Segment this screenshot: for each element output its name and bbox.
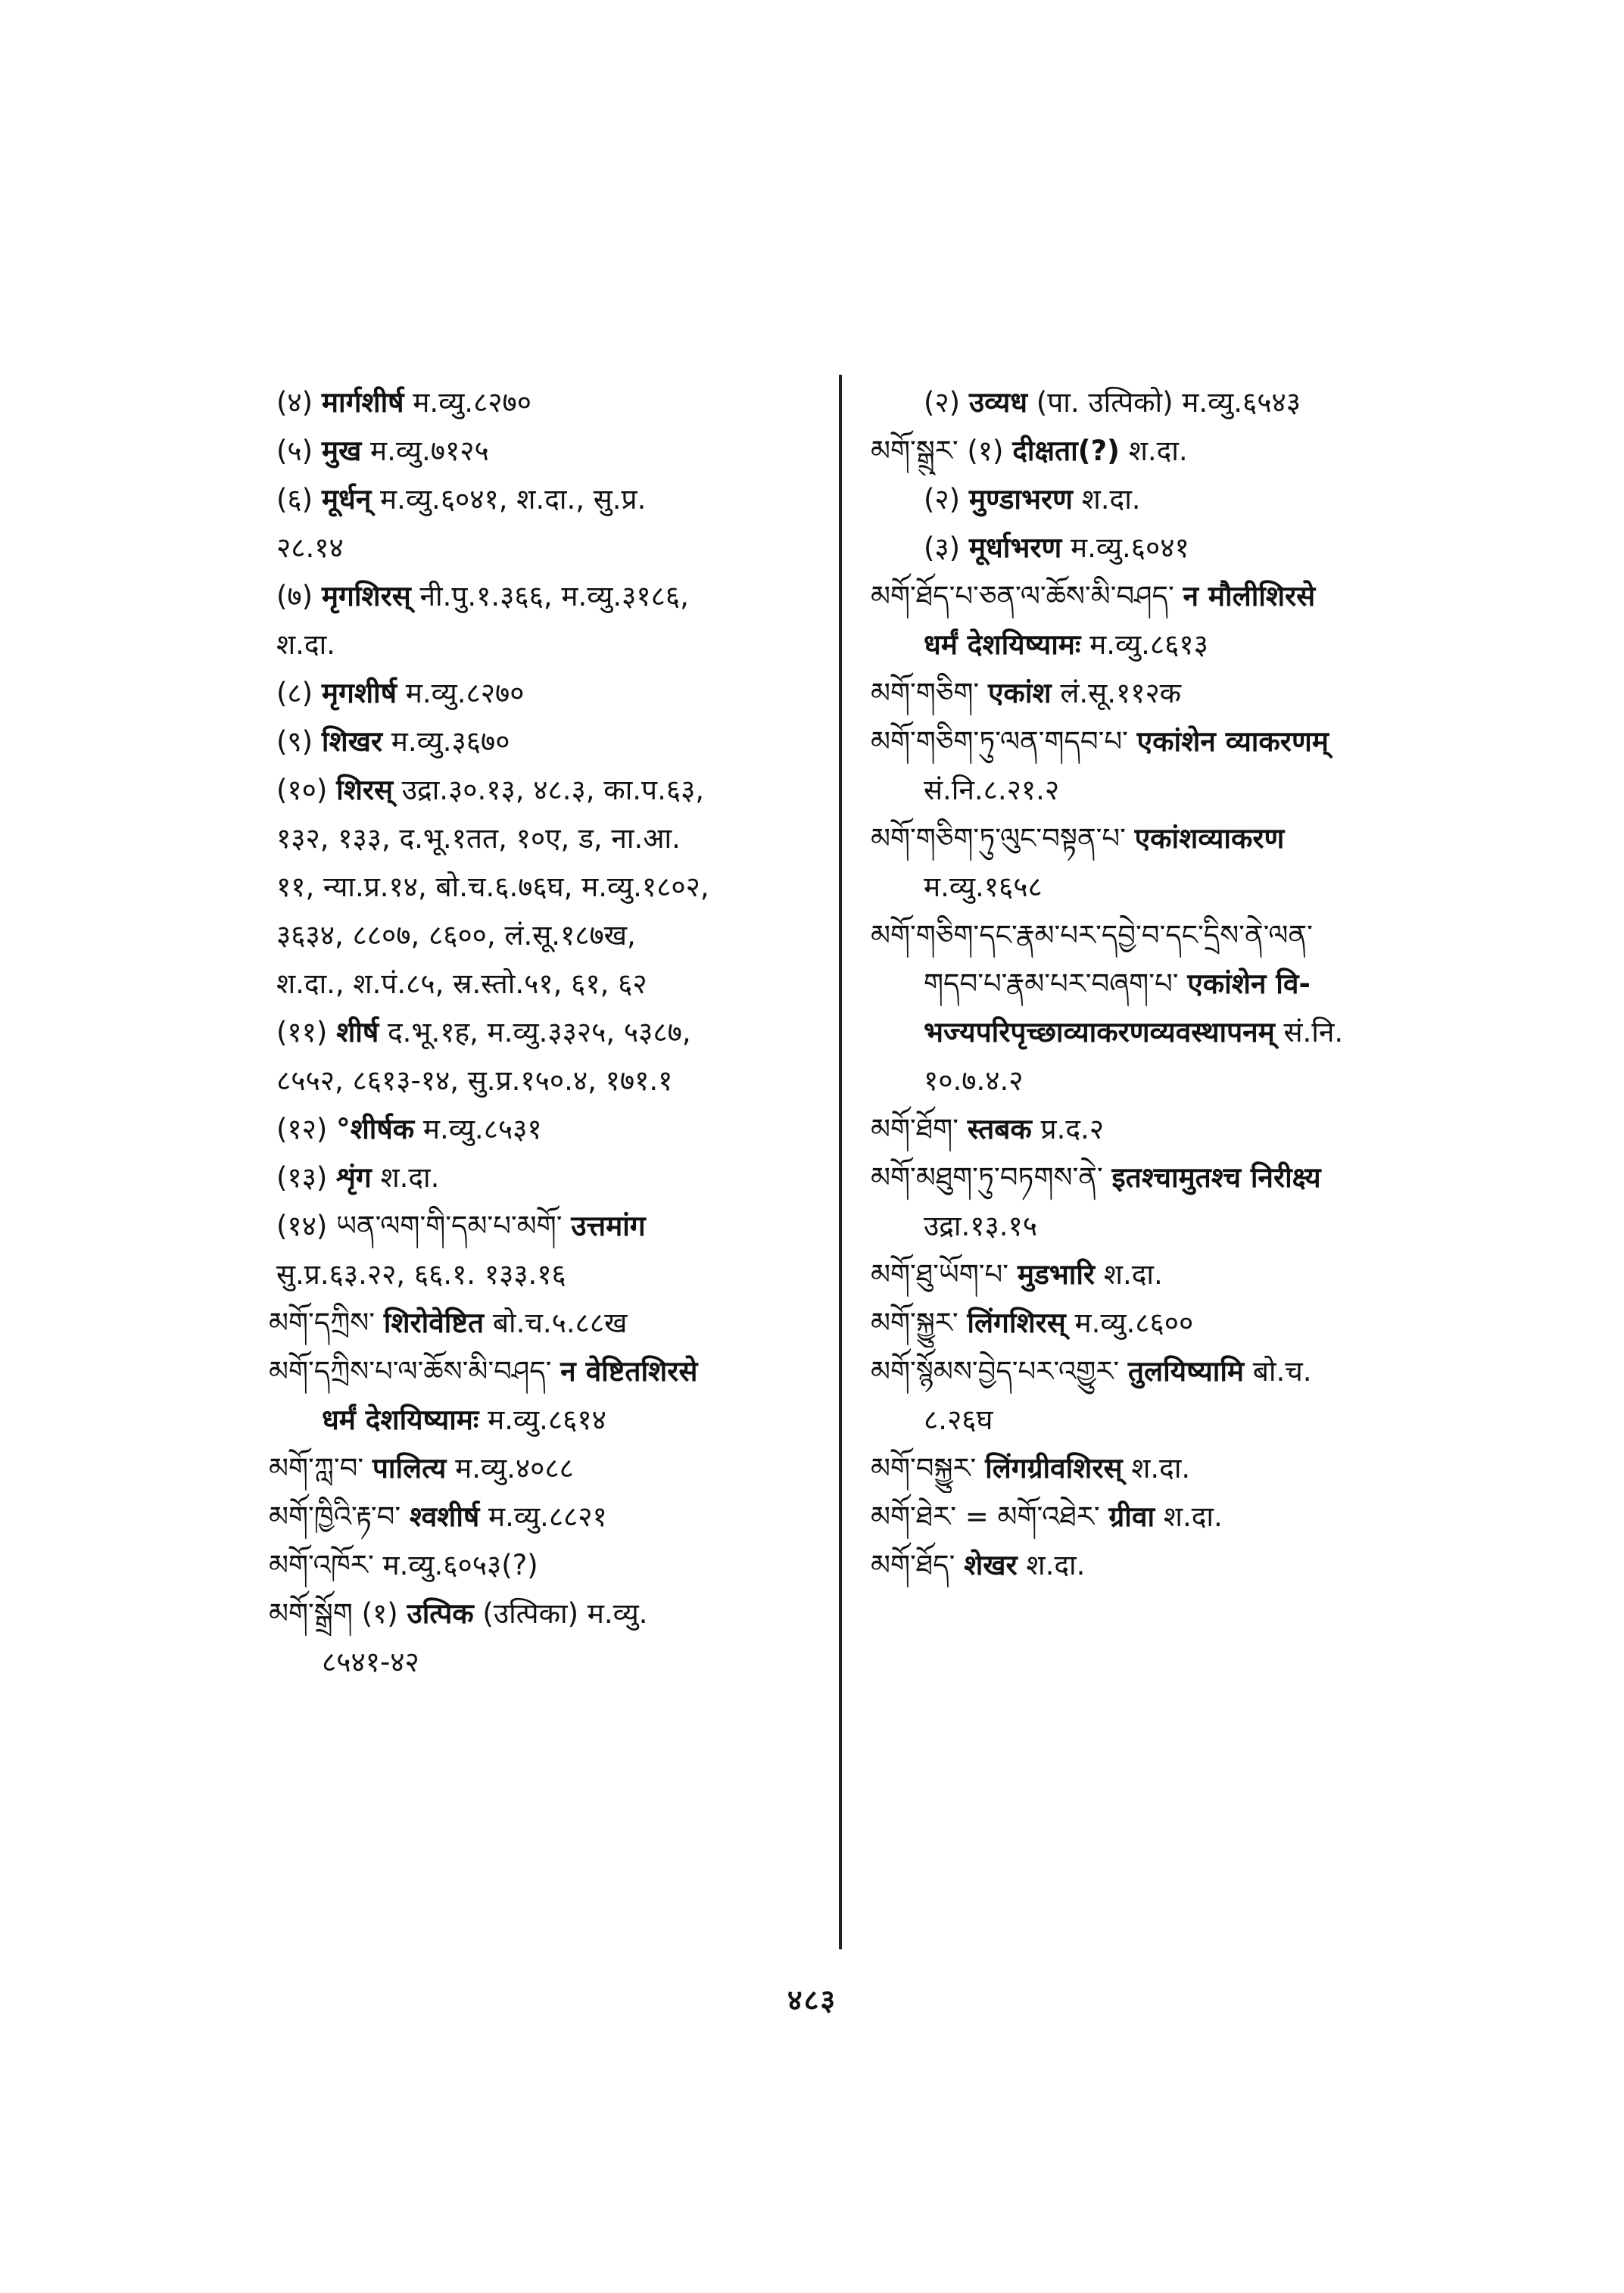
entry-text: (२) [924,483,969,516]
entry-text: མགོ་ཀླ་བ་ [269,1452,372,1485]
headword: मुडभारि [1017,1258,1096,1291]
entry-line [269,427,814,475]
entry-text: མགོ་ཐོད་ [871,1549,965,1581]
headword: स्तबक [967,1113,1032,1145]
entry-text: (१०) [276,774,337,806]
entry-text: (१४) ཡན་ལག་གི་དམ་པ་མགོ་ [276,1210,572,1242]
entry-text: सं.नि. [1274,1016,1344,1048]
entry-text: म.व्यु.१६५८ [924,871,1043,903]
entry-text: २८.१४ [276,531,344,564]
entry-line [871,475,1461,524]
entry-text: सं.नि.८.२१.२ [924,774,1060,806]
entry-text: म.व्यु.७१२५ [361,435,489,467]
entry-text: མགོ་ཐེར་ = མགོ་འཐེར་ [871,1500,1109,1533]
entry-text: མགོ་ཐུ་ཡོག་པ་ [871,1258,1018,1291]
entry-line [871,815,1461,863]
entry-text: (११) [276,1016,337,1048]
entry-text: म.व्यु.८५३१ [414,1113,542,1145]
entry-line [871,1057,1461,1105]
entry-line [871,1347,1461,1396]
entry-text: श.दा. [1122,1452,1191,1485]
headword: शिरस् [336,774,394,806]
entry-line [269,475,814,524]
entry-text: प्र.द.२ [1031,1113,1104,1145]
entry-text: (५) [276,435,322,467]
entry-text: १३२, १३३, द.भू.१तत, १०ए, ड, ना.आ. [276,822,681,855]
entry-line [871,572,1461,621]
entry-text: सु.प्र.६३.२२, ६६.१. १३३.१६ [276,1258,566,1291]
headword: मृगशिरस् [321,580,411,612]
entry-line [269,1347,814,1396]
left-column [269,379,814,1687]
entry-line [871,1202,1461,1251]
entry-text: म.व्यु.८२७० [396,677,525,709]
entry-line [269,1251,814,1299]
headword: शिखर [321,725,383,758]
headword: उत्पिक [407,1597,474,1630]
headword: तुलयिष्यामि [1127,1355,1245,1388]
entry-line [269,1105,814,1154]
entry-line [871,766,1461,815]
column-divider [839,375,842,1949]
entry-text: མགོ་གཅིག་ [871,677,988,709]
entry-text: बो.च.५.८८ख [484,1307,628,1339]
headword: दीक्षता(?) [1012,435,1120,467]
headword: मुण्डाभरण [968,483,1073,516]
entry-text: ८५५२, ८६१३-१४, सु.प्र.१५०.४, १७१.१ [276,1064,673,1097]
entry-line [269,815,814,863]
entry-text: (२) [924,386,969,419]
entry-text: མགོ་དཀྲིས་ [269,1307,384,1339]
entry-text: (८) [276,677,322,709]
entry-text: श.दा. [276,628,335,661]
entry-text: उद्रा.३०.१३, ४८.३, का.प.६३, [393,774,705,806]
entry-line [871,1154,1461,1202]
entry-line [871,1493,1461,1541]
entry-text: म.व्यु.८६०० [1065,1307,1194,1339]
entry-line [269,960,814,1008]
entry-text: द.भू.१ह, म.व्यु.३३२५, ५३८७, [379,1016,691,1048]
headword: शीर्ष [336,1016,379,1048]
headword: भज्यपरिपृच्छाव्याकरणव्यवस्थापनम् [924,1016,1275,1048]
entry-text: म.व्यु.८२७० [404,386,532,419]
headword: पालित्य [372,1452,447,1485]
entry-text: མགོ་འཁོར་ म.व्यु.६०५३(?) [269,1549,538,1581]
entry-text: म.व्यु.८८२१ [479,1500,607,1533]
entry-line [269,1493,814,1541]
entry-line [871,1105,1461,1154]
entry-text: (४) [276,386,322,419]
entry-text: མགོ་དཀྲིས་པ་ལ་ཆོས་མི་བཤད་ [269,1355,561,1388]
entry-line [269,1396,814,1444]
entry-line [269,1008,814,1057]
headword: ग्रीवा [1108,1500,1155,1533]
entry-text: ११, न्या.प्र.१४, बो.च.६.७६घ, म.व्यु.१८०२, [276,871,709,903]
entry-line [269,572,814,621]
entry-line [871,621,1461,669]
entry-line [269,1202,814,1251]
headword: इतश्चामुतश्च निरीक्ष्य [1111,1161,1321,1194]
entry-text: म.व्यु.८६१४ [478,1404,606,1436]
entry-text: म.व्यु.६०४१, श.दा., सु.प्र. [371,483,647,516]
headword: न मौलीशिरसे [1183,580,1316,612]
entry-text: ८५४१-४२ [322,1646,419,1678]
headword: एकांश [987,677,1052,709]
entry-text: (१३) [276,1161,337,1194]
entry-text: श.दा. [1017,1549,1086,1581]
entry-text: མགོ་སྐྱུར་ [871,1307,968,1339]
headword: धर्मं देशयिष्यामः [322,1404,479,1436]
headword: उव्यध [968,386,1028,419]
entry-line [269,718,814,766]
entry-line [871,669,1461,718]
entry-line [269,524,814,572]
entry-line [269,1638,814,1687]
entry-text: (पा. उत्पिको) म.व्यु.६५४३ [1027,386,1301,419]
headword: एकांशव्याकरण [1134,822,1285,855]
entry-text: མགོ་ཐོག་ [871,1113,968,1145]
entry-text: མགོ་གཅིག་དང་རྣམ་པར་དབྱེ་བ་དང་དྲིས་ནེ་ལན་ [871,919,1313,952]
entry-text: म.व्यु.३६७० [382,725,510,758]
entry-line [871,379,1461,427]
entry-text: उद्रा.१३.१५ [924,1210,1037,1242]
page-number: ४८३ [787,1983,837,2017]
entry-text: མགོ་མཐུག་ཏུ་བཏགས་ནེ་ [871,1161,1112,1194]
entry-line [269,669,814,718]
entry-line [269,911,814,960]
headword: शृंग [336,1161,372,1194]
entry-line [269,621,814,669]
entry-text: མགོ་ཐོད་པ་ཅན་ལ་ཆོས་མི་བཤད་ [871,580,1183,612]
entry-line [269,766,814,815]
headword: मृगशीर्ष [321,677,397,709]
entry-line [871,863,1461,911]
entry-text: श.दा. [1095,1258,1163,1291]
headword: मूर्धाभरण [968,531,1062,564]
entry-line [269,379,814,427]
entry-text: (९) [276,725,322,758]
entry-line [871,1396,1461,1444]
entry-text: མགོ་སྒྲུར་ (१) [871,435,1013,467]
entry-text: མགོ་བསྐྱུར་ [871,1452,986,1485]
entry-text: (१२) [276,1113,337,1145]
headword: मूर्धन् [321,483,372,516]
entry-line [871,427,1461,475]
entry-line [871,1299,1461,1347]
entry-text: མགོ་སྒྲོག (१) [269,1597,407,1630]
entry-text: མགོ་གཅིག་ཏུ་ལུང་བསྟན་པ་ [871,822,1135,855]
entry-text: ३६३४, ८८०७, ८६००, लं.सू.१८७ख, [276,919,636,952]
headword: लिंगशिरस् [967,1307,1066,1339]
entry-text: श.दा. [371,1161,440,1194]
entry-text: लं.सू.११२क [1051,677,1182,709]
entry-line [871,1444,1461,1493]
entry-text: नी.पु.१.३६६, म.व्यु.३१८६, [410,580,689,612]
entry-line [269,1590,814,1638]
headword: एकांशेन व्याकरणम् [1136,725,1329,758]
entry-line [871,911,1461,960]
entry-text: མགོ་ཁྱིའི་རྟ་བ་ [269,1500,410,1533]
entry-line [871,718,1461,766]
entry-line [269,1444,814,1493]
headword: मुख [321,435,362,467]
headword: शिरोवेष्टित [383,1307,485,1339]
entry-text: མགོ་སྙོམས་བྱེད་པར་འགྱུར་ [871,1355,1128,1388]
entry-text: म.व्यु.८६१३ [1080,628,1208,661]
entry-text: གདབ་པ་རྣམ་པར་བཞག་པ་ [924,967,1188,1000]
entry-text: (३) [924,531,969,564]
headword: °शीर्षक [336,1113,415,1145]
entry-text: མགོ་གཅིག་ཏུ་ལན་གདབ་པ་ [871,725,1137,758]
headword: धर्मं देशयिष्यामः [924,628,1081,661]
headword: न वेष्टितशिरसे [560,1355,698,1388]
entry-text: (७) [276,580,322,612]
entry-line [871,960,1461,1008]
headword: श्वशीर्ष [409,1500,480,1533]
entry-text: श.दा. [1119,435,1188,467]
entry-text: श.दा. [1155,1500,1223,1533]
headword: उत्तमांग [571,1210,646,1242]
entry-text: म.व्यु.४०८८ [446,1452,574,1485]
entry-line [269,863,814,911]
entry-text: बो.च. [1244,1355,1312,1388]
entry-text: म.व्यु.६०४१ [1061,531,1189,564]
entry-line [269,1154,814,1202]
entry-line [269,1299,814,1347]
entry-line [269,1541,814,1590]
entry-text: श.दा. [1072,483,1141,516]
headword: मार्गशीर्ष [321,386,404,419]
headword: शेखर [964,1549,1018,1581]
headword: एकांशेन वि- [1187,967,1311,1000]
entry-text: श.दा., श.पं.८५, स्र.स्तो.५१, ६१, ६२ [276,967,647,1000]
entry-line [269,1057,814,1105]
headword: लिंगग्रीवशिरस् [985,1452,1123,1485]
entry-line [871,1008,1461,1057]
right-column [871,379,1461,1590]
entry-line [871,1541,1461,1590]
entry-text: (६) [276,483,322,516]
entry-line [871,524,1461,572]
entry-text: (उत्पिका) म.व्यु. [473,1597,648,1630]
entry-text: १०.७.४.२ [924,1064,1024,1097]
entry-text: ८.२६घ [924,1404,993,1436]
entry-line [871,1251,1461,1299]
